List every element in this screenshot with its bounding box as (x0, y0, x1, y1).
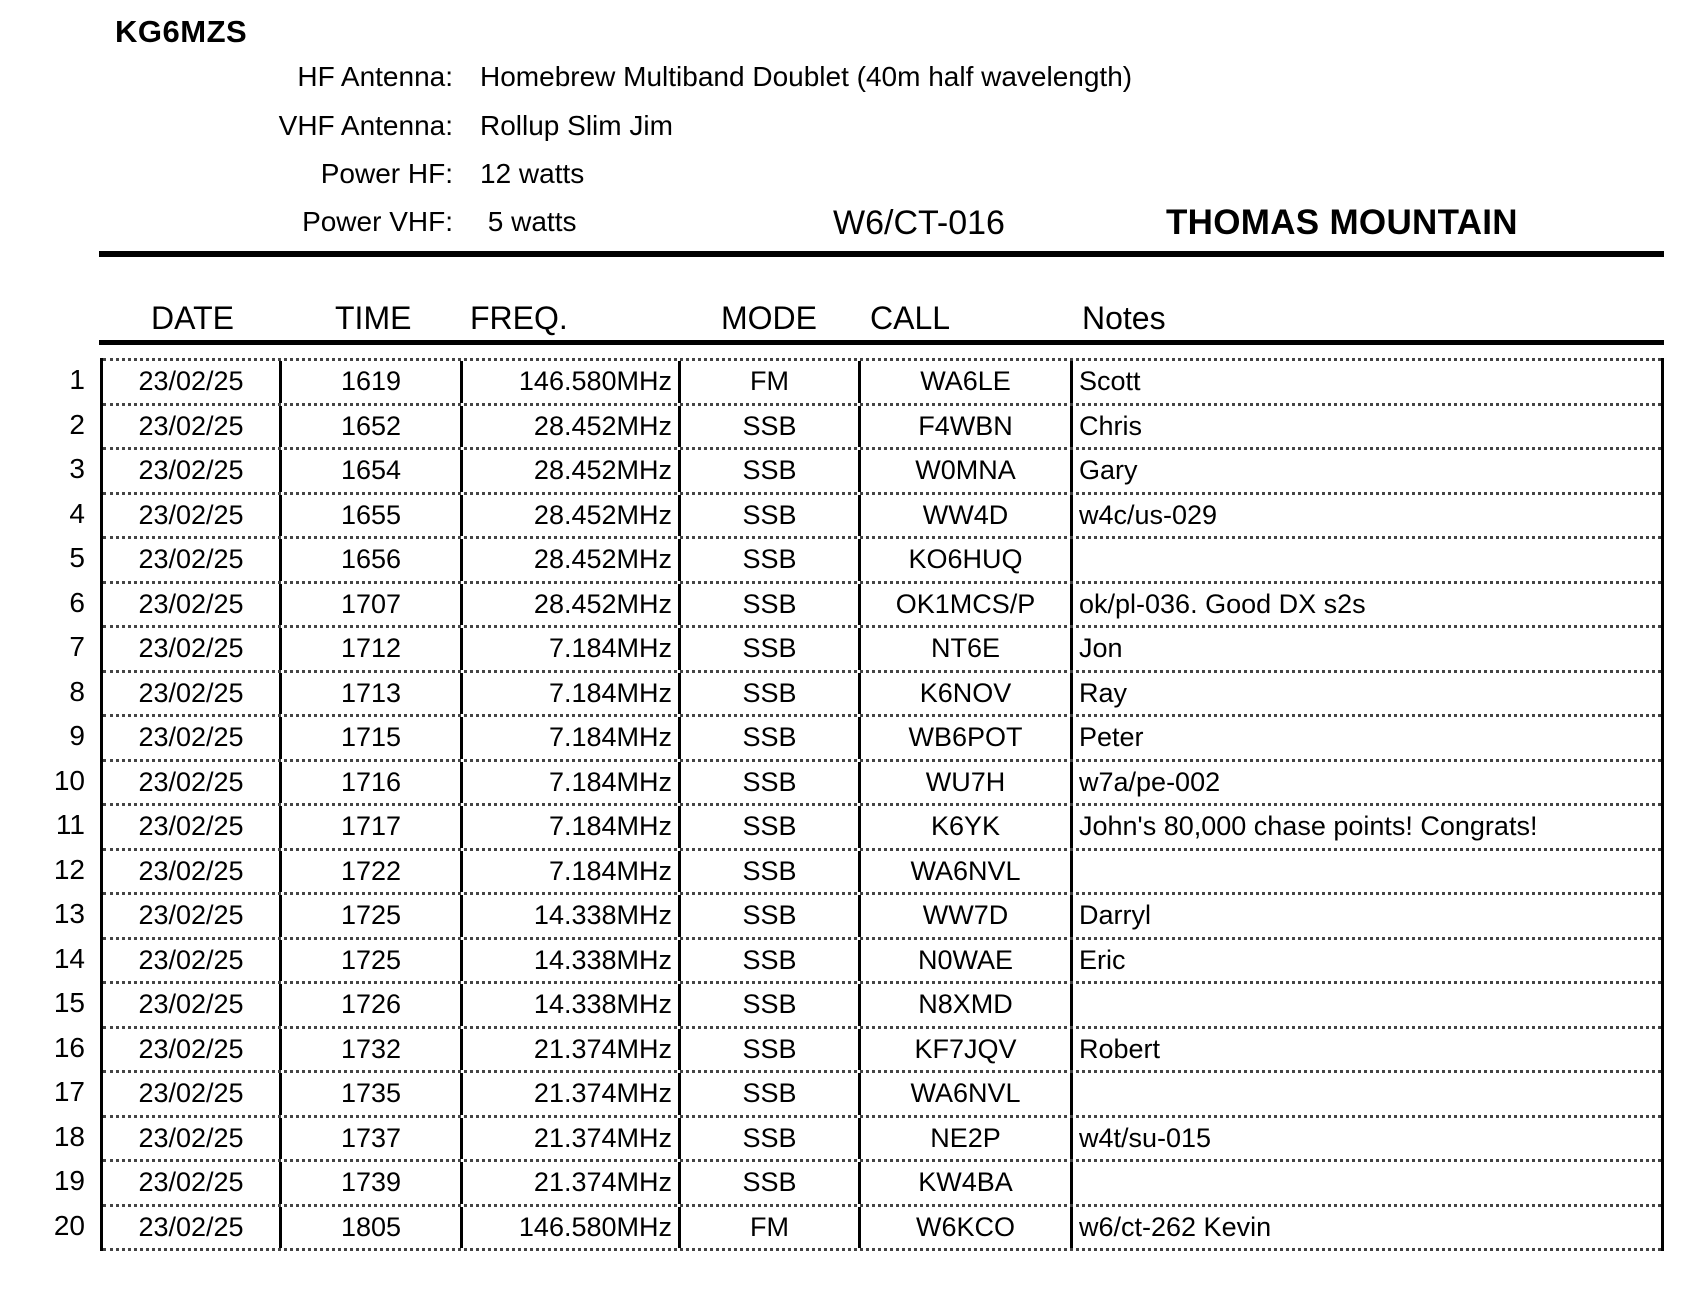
column-header-underline (99, 340, 1664, 345)
log-row (103, 403, 1661, 448)
power-hf-value: 12 watts (480, 158, 585, 189)
cell-callsign: K6NOV (861, 673, 1073, 715)
log-row (103, 358, 1661, 403)
cell-frequency: 7.184MHz (463, 628, 681, 670)
cell-mode: SSB (681, 762, 861, 804)
cell-notes: ok/pl-036. Good DX s2s (1079, 588, 1366, 619)
cell-callsign: KW4BA (861, 1162, 1073, 1204)
cell-time: 1712 (282, 628, 463, 670)
log-row (103, 892, 1661, 937)
cell-time: 1725 (282, 940, 463, 982)
cell-time: 1735 (282, 1073, 463, 1115)
cell-callsign: F4WBN (861, 406, 1073, 448)
cell-notes: w4c/us-029 (1079, 499, 1218, 530)
cell-notes: Darryl (1079, 900, 1151, 931)
cell-notes: Robert (1079, 1033, 1161, 1064)
cell-date: 23/02/25 (103, 450, 282, 492)
column-header-call: CALL (870, 300, 951, 336)
cell-notes: John's 80,000 chase points! Congrats! (1079, 811, 1538, 842)
log-row (103, 1115, 1661, 1160)
log-row (103, 670, 1661, 715)
cell-time: 1715 (282, 717, 463, 759)
header-divider (99, 251, 1664, 257)
row-number: 5 (69, 542, 85, 573)
cell-time: 1707 (282, 584, 463, 626)
cell-time: 1619 (282, 361, 463, 403)
row-number: 16 (53, 1031, 85, 1063)
log-row (103, 581, 1661, 626)
cell-mode: SSB (681, 495, 861, 537)
row-number: 1 (69, 364, 85, 395)
row-number: 10 (53, 764, 85, 796)
cell-callsign: OK1MCS/P (861, 584, 1073, 626)
cell-frequency: 7.184MHz (463, 717, 681, 759)
cell-date: 23/02/25 (103, 584, 282, 626)
cell-mode: FM (681, 1207, 861, 1249)
cell-callsign: WW4D (861, 495, 1073, 537)
cell-time: 1739 (282, 1162, 463, 1204)
cell-date: 23/02/25 (103, 539, 282, 581)
cell-notes: Scott (1079, 366, 1141, 397)
column-header-date: DATE (151, 300, 234, 336)
cell-notes: Ray (1079, 677, 1128, 708)
row-number: 18 (53, 1120, 85, 1152)
cell-mode: SSB (681, 851, 861, 893)
cell-frequency: 14.338MHz (463, 984, 681, 1026)
cell-notes: Eric (1079, 944, 1126, 975)
vhf-antenna-label: VHF Antenna: (278, 110, 453, 141)
row-number: 14 (53, 942, 85, 974)
cell-mode: SSB (681, 406, 861, 448)
cell-date: 23/02/25 (103, 1029, 282, 1071)
qso-log-table (100, 358, 1664, 1251)
cell-frequency: 28.452MHz (463, 406, 681, 448)
cell-date: 23/02/25 (103, 361, 282, 403)
cell-callsign: KF7JQV (861, 1029, 1073, 1071)
row-number: 2 (69, 408, 85, 440)
row-number: 13 (53, 898, 85, 929)
cell-date: 23/02/25 (103, 940, 282, 982)
cell-mode: SSB (681, 1118, 861, 1160)
cell-mode: SSB (681, 984, 861, 1026)
log-row (103, 492, 1661, 537)
power-vhf-label: Power VHF: (302, 206, 453, 237)
cell-time: 1725 (282, 895, 463, 937)
cell-mode: FM (681, 361, 861, 403)
cell-mode: SSB (681, 806, 861, 848)
cell-mode: SSB (681, 1073, 861, 1115)
row-number: 20 (53, 1209, 85, 1241)
cell-mode: SSB (681, 895, 861, 937)
row-number: 3 (69, 453, 85, 484)
cell-mode: SSB (681, 539, 861, 581)
cell-callsign: W6KCO (861, 1207, 1073, 1249)
column-header-mode: MODE (721, 300, 817, 336)
vhf-antenna-value: Rollup Slim Jim (480, 110, 673, 141)
cell-time: 1722 (282, 851, 463, 893)
cell-mode: SSB (681, 628, 861, 670)
row-number: 17 (53, 1076, 85, 1107)
log-row (103, 981, 1661, 1026)
cell-date: 23/02/25 (103, 717, 282, 759)
cell-callsign: WW7D (861, 895, 1073, 937)
cell-frequency: 21.374MHz (463, 1118, 681, 1160)
cell-date: 23/02/25 (103, 762, 282, 804)
cell-time: 1652 (282, 406, 463, 448)
column-header-freq: FREQ. (470, 300, 568, 336)
cell-time: 1737 (282, 1118, 463, 1160)
cell-notes: Gary (1079, 455, 1138, 486)
cell-callsign: NE2P (861, 1118, 1073, 1160)
cell-callsign: WA6LE (861, 361, 1073, 403)
cell-date: 23/02/25 (103, 1207, 282, 1249)
log-row (103, 759, 1661, 804)
hf-antenna-value: Homebrew Multiband Doublet (40m half wavelength) (480, 61, 1133, 92)
cell-frequency: 7.184MHz (463, 762, 681, 804)
cell-callsign: KO6HUQ (861, 539, 1073, 581)
cell-frequency: 7.184MHz (463, 673, 681, 715)
cell-notes: Peter (1079, 722, 1144, 753)
cell-date: 23/02/25 (103, 628, 282, 670)
cell-mode: SSB (681, 1162, 861, 1204)
cell-callsign: K6YK (861, 806, 1073, 848)
cell-notes: Chris (1079, 410, 1143, 441)
cell-mode: SSB (681, 717, 861, 759)
cell-date: 23/02/25 (103, 895, 282, 937)
log-row (103, 625, 1661, 670)
cell-notes (1073, 1073, 1661, 1115)
log-row (103, 536, 1661, 581)
cell-frequency: 21.374MHz (463, 1162, 681, 1204)
cell-callsign: NT6E (861, 628, 1073, 670)
cell-date: 23/02/25 (103, 851, 282, 893)
log-row (103, 1070, 1661, 1115)
cell-date: 23/02/25 (103, 673, 282, 715)
cell-frequency: 21.374MHz (463, 1073, 681, 1115)
cell-time: 1655 (282, 495, 463, 537)
cell-notes: w6/ct-262 Kevin (1079, 1211, 1272, 1242)
row-number: 12 (53, 853, 85, 885)
cell-notes: Jon (1079, 633, 1123, 664)
operator-callsign: KG6MZS (115, 14, 248, 49)
cell-notes (1073, 984, 1661, 1026)
cell-date: 23/02/25 (103, 495, 282, 537)
cell-notes: w7a/pe-002 (1079, 766, 1221, 797)
row-number: 4 (69, 497, 85, 529)
cell-callsign: W0MNA (861, 450, 1073, 492)
cell-callsign: WA6NVL (861, 851, 1073, 893)
cell-mode: SSB (681, 450, 861, 492)
cell-callsign: WU7H (861, 762, 1073, 804)
log-row (103, 1204, 1661, 1252)
summit-name: THOMAS MOUNTAIN (1166, 203, 1518, 242)
cell-frequency: 146.580MHz (463, 1207, 681, 1249)
cell-time: 1726 (282, 984, 463, 1026)
cell-notes: w4t/su-015 (1079, 1122, 1212, 1153)
cell-time: 1713 (282, 673, 463, 715)
column-header-time: TIME (335, 300, 412, 336)
cell-time: 1732 (282, 1029, 463, 1071)
cell-callsign: N0WAE (861, 940, 1073, 982)
cell-frequency: 28.452MHz (463, 584, 681, 626)
cell-mode: SSB (681, 673, 861, 715)
cell-frequency: 7.184MHz (463, 851, 681, 893)
row-number: 19 (53, 1165, 85, 1196)
cell-time: 1717 (282, 806, 463, 848)
column-header-notes: Notes (1082, 300, 1166, 336)
summit-reference: W6/CT-016 (833, 204, 1005, 242)
cell-notes (1073, 1162, 1661, 1204)
log-row (103, 937, 1661, 982)
row-number: 9 (69, 720, 85, 751)
row-number: 7 (69, 631, 85, 662)
cell-callsign: WA6NVL (861, 1073, 1073, 1115)
cell-frequency: 7.184MHz (463, 806, 681, 848)
log-row (103, 447, 1661, 492)
cell-notes (1073, 539, 1661, 581)
power-hf-label: Power HF: (320, 158, 453, 189)
cell-frequency: 21.374MHz (463, 1029, 681, 1071)
log-row (103, 803, 1661, 848)
cell-mode: SSB (681, 584, 861, 626)
row-number: 11 (55, 809, 85, 840)
cell-date: 23/02/25 (103, 1162, 282, 1204)
cell-time: 1656 (282, 539, 463, 581)
cell-notes (1073, 851, 1661, 893)
cell-frequency: 28.452MHz (463, 495, 681, 537)
hf-antenna-label: HF Antenna: (297, 61, 453, 92)
row-number: 6 (69, 586, 85, 618)
log-row (103, 1026, 1661, 1071)
cell-date: 23/02/25 (103, 806, 282, 848)
cell-frequency: 28.452MHz (463, 539, 681, 581)
cell-callsign: N8XMD (861, 984, 1073, 1026)
row-number: 8 (69, 675, 85, 707)
cell-frequency: 28.452MHz (463, 450, 681, 492)
cell-date: 23/02/25 (103, 984, 282, 1026)
cell-date: 23/02/25 (103, 1118, 282, 1160)
cell-date: 23/02/25 (103, 1073, 282, 1115)
cell-frequency: 14.338MHz (463, 895, 681, 937)
cell-frequency: 146.580MHz (463, 361, 681, 403)
power-vhf-value: 5 watts (480, 206, 577, 237)
cell-mode: SSB (681, 1029, 861, 1071)
log-row (103, 714, 1661, 759)
cell-time: 1716 (282, 762, 463, 804)
cell-callsign: WB6POT (861, 717, 1073, 759)
cell-date: 23/02/25 (103, 406, 282, 448)
log-row (103, 848, 1661, 893)
row-number: 15 (53, 987, 85, 1018)
cell-time: 1654 (282, 450, 463, 492)
cell-mode: SSB (681, 940, 861, 982)
log-row (103, 1159, 1661, 1204)
cell-time: 1805 (282, 1207, 463, 1249)
cell-frequency: 14.338MHz (463, 940, 681, 982)
